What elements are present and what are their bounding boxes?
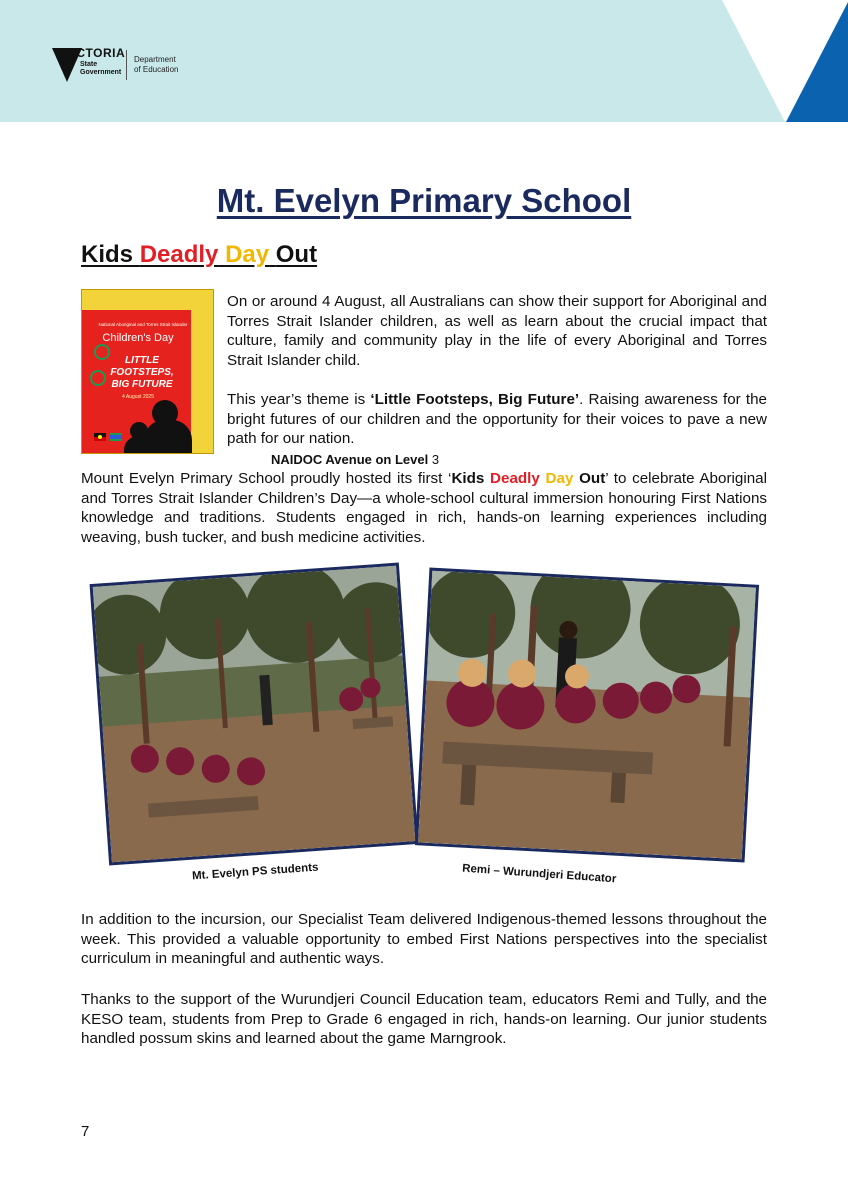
event-kids: Kids: [451, 470, 485, 487]
thanks-paragraph: Thanks to the support of the Wurundjeri Council Education team, educators Remi and Tully, and the KESO team, students from Prep to Grade 6 engaged in rich, hands-on learning. Our junior students handled possum skins and learned about the game Marngrook.: [81, 991, 767, 1048]
logo-mark: [52, 46, 124, 84]
photo-students: [90, 563, 419, 866]
event-paragraph: [81, 469, 767, 547]
poster-theme-line1: LITTLE: [125, 355, 159, 366]
event-prefix: Mount Evelyn Primary School proudly hosted its first ‘: [81, 470, 452, 487]
heading-out: Out: [275, 241, 318, 268]
heading-deadly: Deadly: [139, 241, 219, 268]
event-day: Day: [545, 470, 574, 487]
poster-theme-line2: FOOTSTEPS,: [110, 367, 174, 378]
specialist-paragraph: In addition to the incursion, our Specialist Team delivered Indigenous-themed lessons throughout the week. This provided a valuable opportunity to embed First Nations perspectives into the specialist curriculum in meaningful and authentic ways.: [81, 911, 767, 968]
logo-dept-line2: of Education: [134, 65, 179, 74]
page-title: Mt. Evelyn Primary School: [216, 182, 632, 219]
poster-side-band: [191, 290, 213, 453]
educator-photo-image: [418, 571, 756, 860]
photo-educator: [415, 568, 759, 863]
theme-paragraph: [227, 390, 767, 449]
event-deadly: Deadly: [490, 470, 540, 487]
poster-small-text: National Aboriginal and Torres Strait Islander: [98, 322, 188, 327]
avenue-caption-bold: NAIDOC Avenue on Level: [271, 452, 429, 467]
logo-state: State Government: [80, 61, 122, 76]
logo-department: [134, 55, 178, 75]
poster-heading: Children's Day: [102, 332, 174, 344]
theme-name: ‘Little Footsteps, Big Future’: [370, 391, 580, 408]
avenue-caption-rest: 3: [428, 452, 440, 467]
caption-students: Mt. Evelyn PS students: [191, 861, 319, 883]
section-heading: [81, 241, 317, 269]
naidoc-avenue-caption: [271, 452, 439, 467]
heading-day: Day: [225, 241, 270, 268]
heading-kids: Kids: [81, 241, 134, 268]
poster-theme-line3: BIG FUTURE: [111, 379, 173, 390]
students-photo-image: [93, 566, 416, 863]
theme-prefix: This year’s theme is: [227, 391, 371, 408]
logo-word: VICTORIA: [64, 46, 126, 60]
logo-dept-line1: Department: [134, 55, 176, 64]
event-suffix: ’ to celebrate Aboriginal and Torres Strait Islander Children’s Day—a whole-school cultural immersion honouring First Nations knowledge and traditions. Students engaged in rich, hands-on learning experiences including weaving, bush tucker, and bush medicine activities.: [81, 470, 767, 546]
event-out: Out: [579, 470, 606, 487]
poster-date: 4 August 2025: [122, 394, 154, 400]
intro-paragraph: On or around 4 August, all Australians can show their support for Aboriginal and Torres Strait Islander children, as well as learn about the crucial impact that culture, family and community play in the life of every Aboriginal and Torres Strait Islander child.: [227, 293, 767, 369]
victoria-logo: [52, 46, 178, 84]
poster-theme: [92, 355, 192, 391]
logo-divider: [126, 50, 127, 80]
flags-icon: [94, 432, 124, 442]
caption-educator: Remi – Wurundjeri Educator: [461, 862, 617, 886]
theme-suffix: . Raising awareness for the bright futures of our children and the opportunity for their voices to pave a new path for our nation.: [227, 391, 767, 448]
page-number: 7: [81, 1123, 90, 1140]
childrens-day-poster: [81, 289, 214, 454]
